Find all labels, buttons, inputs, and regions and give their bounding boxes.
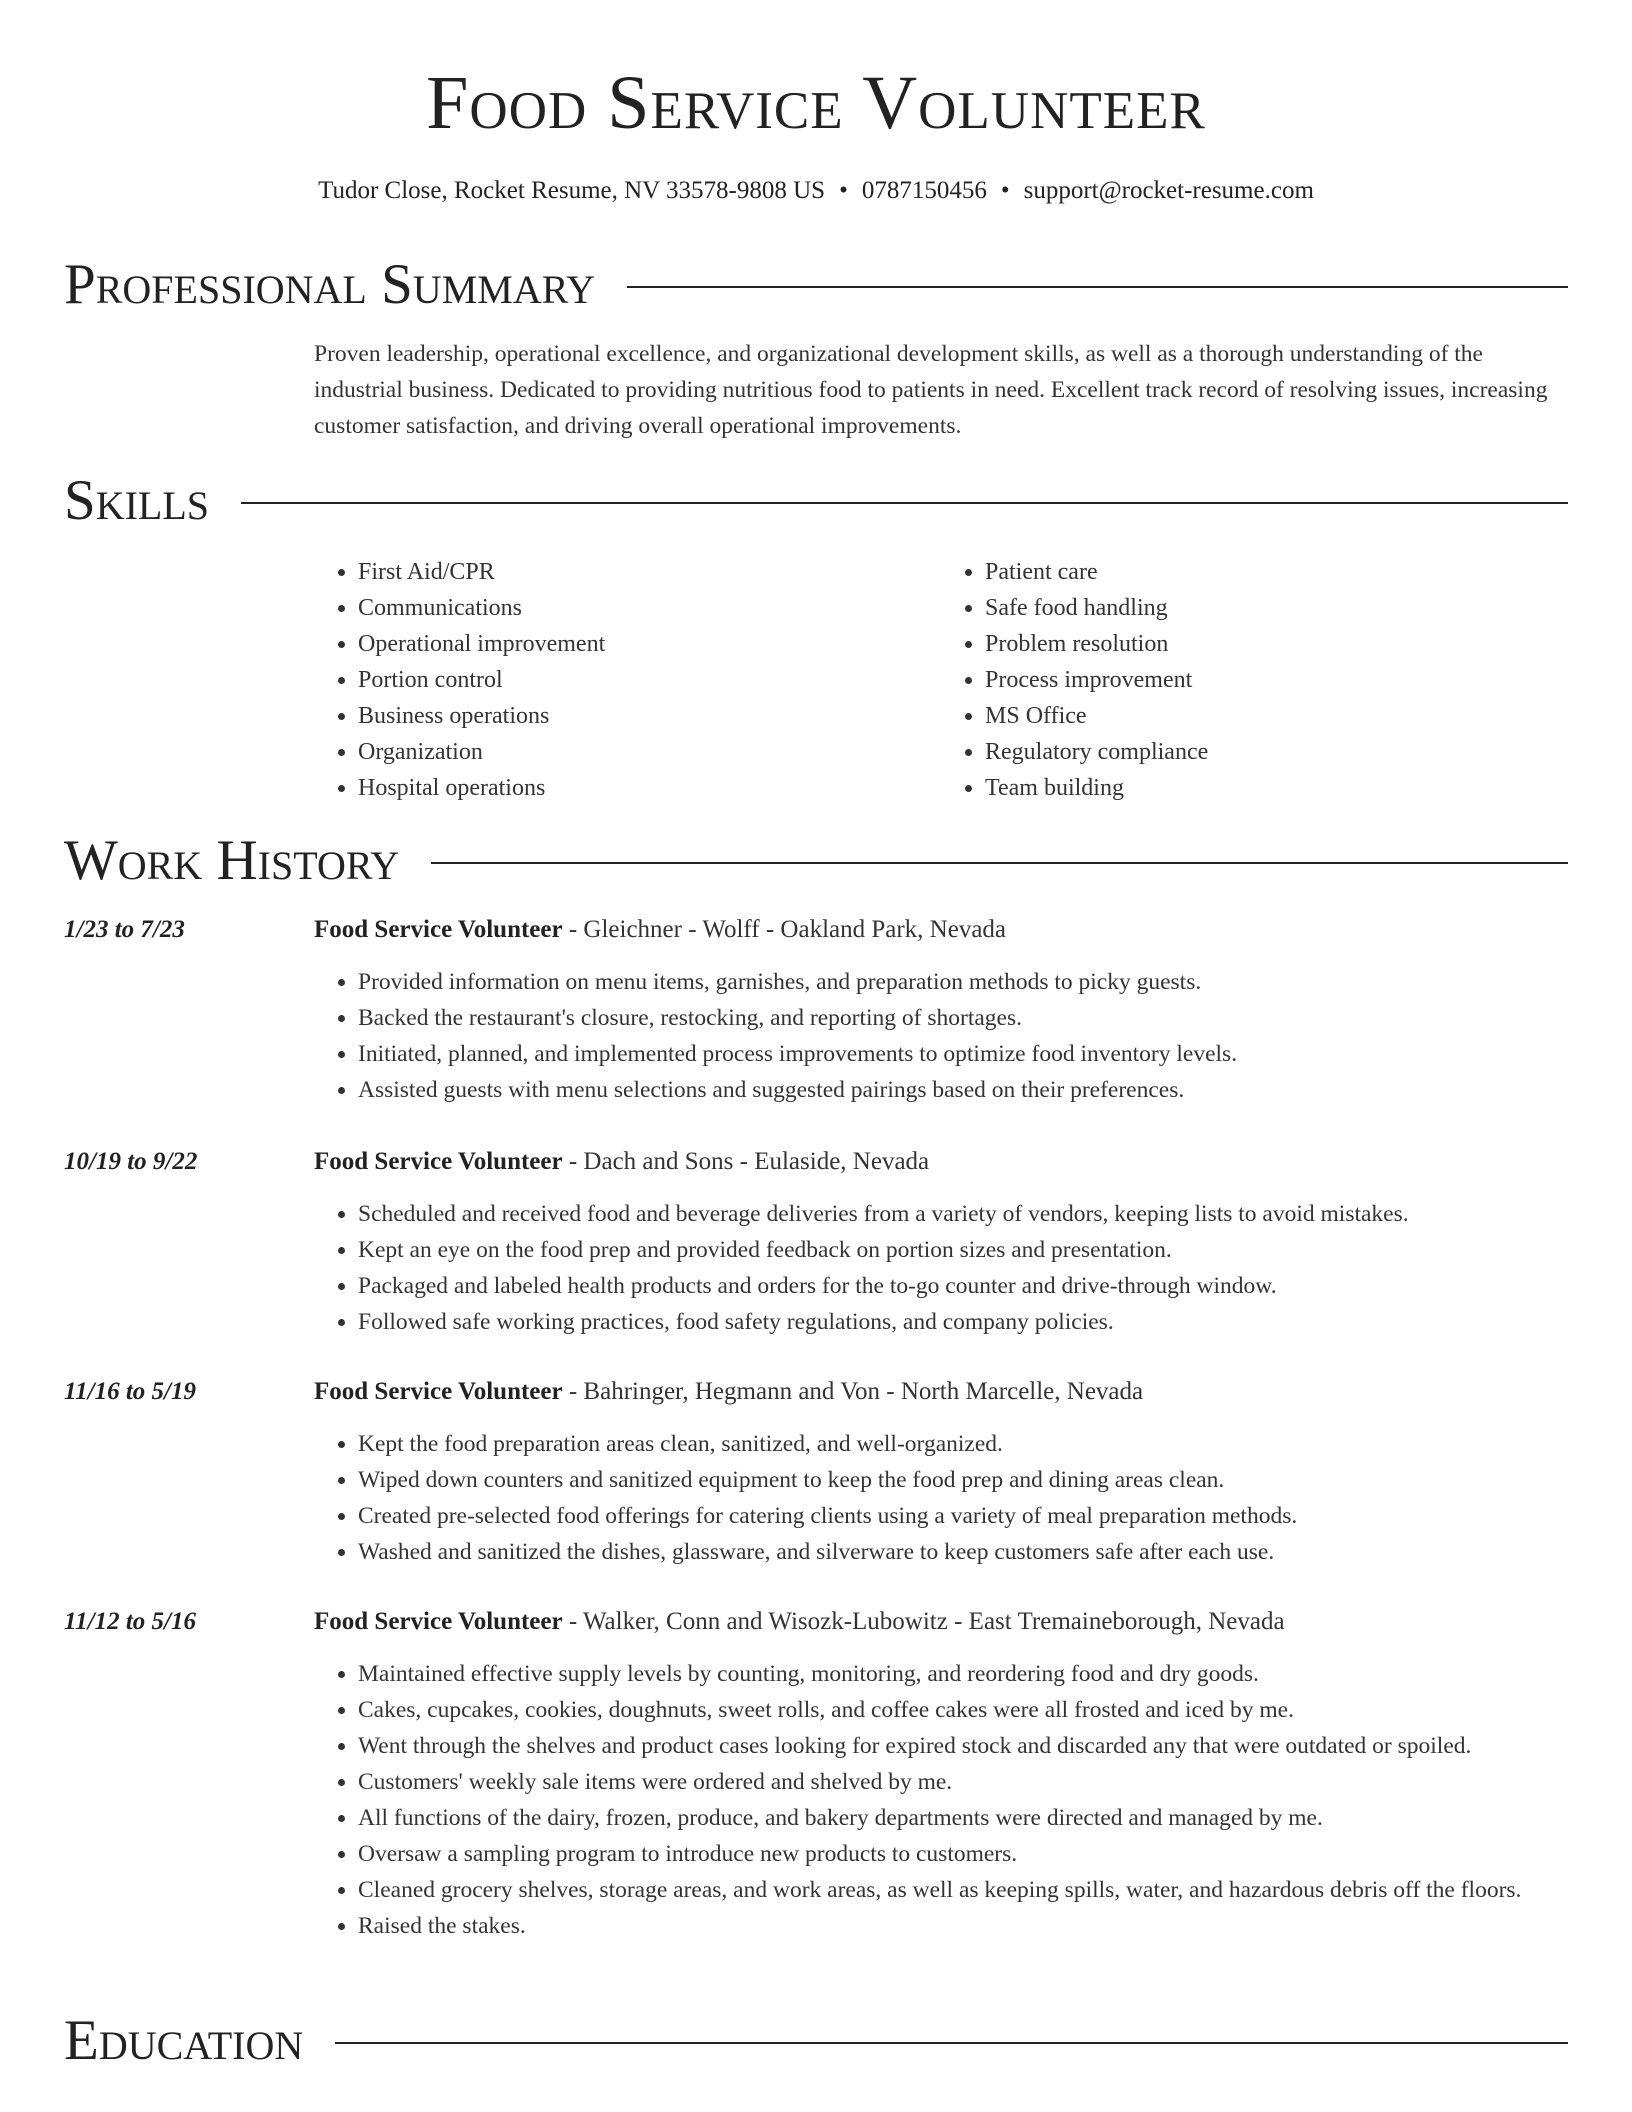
job-header (64, 912, 1568, 948)
job-bullet: • Maintained effective supply levels by counting, monitoring, and reordering food and dry goods. (358, 1656, 1568, 1692)
job-dates: 10/19 to 9/22 (64, 1148, 198, 1175)
skill-item: • Process improvement (985, 662, 1568, 698)
skill-item: • Patient care (985, 554, 1568, 590)
section-title-education: Education (64, 2009, 304, 2072)
contact-phone: 0787150456 (861, 177, 987, 204)
skill-item: • MS Office (985, 698, 1568, 734)
job-details: - Gleichner - Wolff - Oakland Park, Nevada (562, 916, 1007, 943)
skills-list (314, 554, 1568, 806)
resume-name: Food Service Volunteer (426, 61, 1206, 145)
contact-separator: • (839, 177, 848, 204)
job-bullets (314, 964, 1568, 1108)
job-details: - Dach and Sons - Eulaside, Nevada (562, 1148, 930, 1175)
job-bullet: • Went through the shelves and product cases looking for expired stock and discarded any that were outdated or spoiled. (358, 1728, 1568, 1764)
job-title: Food Service Volunteer (314, 1148, 563, 1175)
section-divider (627, 286, 1568, 288)
job-bullet: • Raised the stakes. (358, 1908, 1568, 1944)
skill-item: • Organization (358, 734, 941, 770)
job-bullet: • Oversaw a sampling program to introduce new products to customers. (358, 1836, 1568, 1872)
job-bullet: • Wiped down counters and sanitized equipment to keep the food prep and dining areas clean. (358, 1462, 1568, 1498)
contact-line (0, 174, 1632, 208)
section-title-summary: Professional Summary (64, 253, 596, 316)
job-bullets (314, 1196, 1568, 1340)
job-bullet: • Cleaned grocery shelves, storage areas, and work areas, as well as keeping spills, water, and hazardous debris off the floors. (358, 1872, 1568, 1908)
section-title-skills: Skills (64, 469, 210, 532)
skills-column-left (314, 554, 941, 806)
job-bullet: • All functions of the dairy, frozen, produce, and bakery departments were directed and managed by me. (358, 1800, 1568, 1836)
job-bullet: • Assisted guests with menu selections and suggested pairings based on their preferences. (358, 1072, 1568, 1108)
job-bullet: • Initiated, planned, and implemented process improvements to optimize food inventory levels. (358, 1036, 1568, 1072)
job-details: - Walker, Conn and Wisozk-Lubowitz - East Tremaineborough, Nevada (562, 1608, 1285, 1635)
job-dates: 1/23 to 7/23 (64, 916, 185, 943)
job-entry (64, 1144, 1568, 1340)
skills-column-right (941, 554, 1568, 806)
job-details: - Bahringer, Hegmann and Von - North Marcelle, Nevada (562, 1378, 1144, 1405)
skill-item: • Portion control (358, 662, 941, 698)
skill-item: • Business operations (358, 698, 941, 734)
section-header-education (64, 2008, 1568, 2074)
job-header (64, 1144, 1568, 1180)
job-bullet: • Backed the restaurant's closure, restocking, and reporting of shortages. (358, 1000, 1568, 1036)
job-heading (314, 1604, 1285, 1640)
section-header-work-history (64, 828, 1568, 894)
job-bullet: • Customers' weekly sale items were ordered and shelved by me. (358, 1764, 1568, 1800)
job-dates: 11/16 to 5/19 (64, 1378, 196, 1405)
job-bullet: • Kept the food preparation areas clean, sanitized, and well-organized. (358, 1426, 1568, 1462)
contact-address: Tudor Close, Rocket Resume, NV 33578-9808 US (318, 177, 826, 204)
skill-item: • Communications (358, 590, 941, 626)
job-bullet: • Washed and sanitized the dishes, glassware, and silverware to keep customers safe after each use. (358, 1534, 1568, 1570)
job-bullet: • Cakes, cupcakes, cookies, doughnuts, sweet rolls, and coffee cakes were all frosted and iced by me. (358, 1692, 1568, 1728)
job-bullet: • Packaged and labeled health products and orders for the to-go counter and drive-through window. (358, 1268, 1568, 1304)
contact-separator: • (1000, 177, 1010, 204)
skill-item: • Problem resolution (985, 626, 1568, 662)
section-divider (335, 2042, 1568, 2044)
job-bullet: • Followed safe working practices, food safety regulations, and company policies. (358, 1304, 1568, 1340)
job-bullet: • Created pre-selected food offerings for catering clients using a variety of meal preparation methods. (358, 1498, 1568, 1534)
section-divider (241, 502, 1568, 504)
contact-email: support@rocket-resume.com (1023, 177, 1314, 204)
summary-text: Proven leadership, operational excellence, and organizational development skills, as well as a thorough understanding of the industrial business. Dedicated to providing nutritious food to patients in need. Excellent track record of resolving issues, increasing customer satisfaction, and driving overall operational improvements. (314, 341, 1548, 439)
job-title: Food Service Volunteer (314, 1608, 563, 1635)
job-header (64, 1604, 1568, 1640)
skill-item: • First Aid/CPR (358, 554, 941, 590)
job-heading (314, 1144, 929, 1180)
section-divider (431, 862, 1568, 864)
job-title: Food Service Volunteer (314, 916, 563, 943)
job-entry (64, 1374, 1568, 1570)
job-bullets (314, 1426, 1568, 1570)
skill-item: • Hospital operations (358, 770, 941, 806)
section-title-work-history: Work History (64, 829, 400, 892)
job-header (64, 1374, 1568, 1410)
skill-item: • Team building (985, 770, 1568, 806)
job-bullets (314, 1656, 1568, 1944)
skill-item: • Regulatory compliance (985, 734, 1568, 770)
skill-item: • Safe food handling (985, 590, 1568, 626)
job-bullet: • Scheduled and received food and beverage deliveries from a variety of vendors, keeping lists to avoid mistakes. (358, 1196, 1568, 1232)
job-heading (314, 1374, 1143, 1410)
job-bullet: • Kept an eye on the food prep and provided feedback on portion sizes and presentation. (358, 1232, 1568, 1268)
job-dates: 11/12 to 5/16 (64, 1608, 196, 1635)
job-bullet: • Provided information on menu items, garnishes, and preparation methods to picky guests. (358, 964, 1568, 1000)
job-entry (64, 1604, 1568, 1944)
skill-item: • Operational improvement (358, 626, 941, 662)
section-header-summary (64, 252, 1568, 318)
job-entry (64, 912, 1568, 1108)
section-header-skills (64, 468, 1568, 534)
job-title: Food Service Volunteer (314, 1378, 563, 1405)
job-heading (314, 912, 1006, 948)
